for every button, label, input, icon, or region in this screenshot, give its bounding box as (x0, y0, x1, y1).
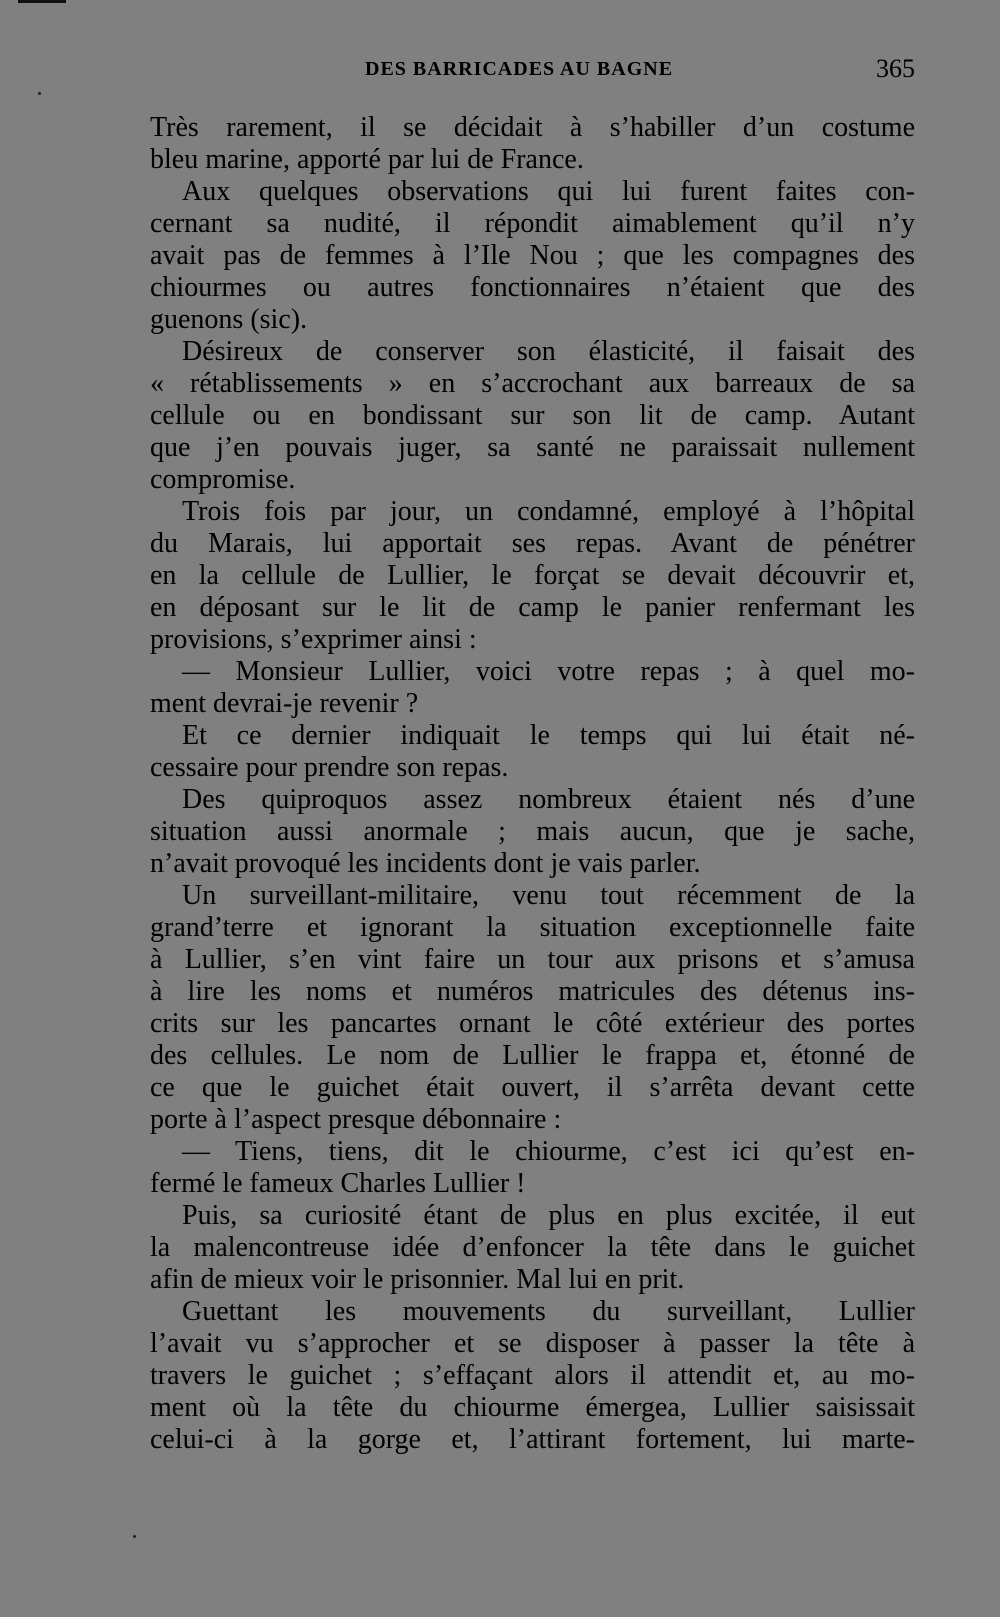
text-line: en la cellule de Lullier, le forçat se devait découvrir et, (150, 560, 915, 591)
text-line: en déposant sur le lit de camp le panier renfermant les (150, 592, 915, 623)
text-line: provisions, s’exprimer ainsi : (150, 624, 477, 655)
text-line: ment où la tête du chiourme émergea, Lullier saisissait (150, 1392, 915, 1423)
text-line: — Tiens, tiens, dit le chiourme, c’est ici qu’est en- (182, 1136, 915, 1167)
text-line: du Marais, lui apportait ses repas. Avant de pénétrer (150, 528, 915, 559)
text-line: Puis, sa curiosité étant de plus en plus excitée, il eut (182, 1200, 915, 1231)
text-line: cessaire pour prendre son repas. (150, 752, 509, 783)
text-line: Très rarement, il se décidait à s’habiller d’un costume (150, 112, 915, 143)
text-line: la malencontreuse idée d’enfoncer la tête dans le guichet (150, 1232, 915, 1263)
text-line: Un surveillant-militaire, venu tout récemment de la (182, 880, 915, 911)
text-line: Des quiproquos assez nombreux étaient nés d’une (182, 784, 915, 815)
text-line: cellule ou en bondissant sur son lit de camp. Autant (150, 400, 915, 431)
text-line: afin de mieux voir le prisonnier. Mal lui en prit. (150, 1264, 685, 1295)
text-line: ce que le guichet était ouvert, il s’arrêta devant cette (150, 1072, 915, 1103)
text-line: porte à l’aspect presque débonnaire : (150, 1104, 562, 1135)
text-line: n’avait provoqué les incidents dont je vais parler. (150, 848, 701, 879)
scan-speck (133, 1535, 136, 1538)
text-line: chiourmes ou autres fonctionnaires n’étaient que des (150, 272, 915, 303)
text-line: celui-ci à la gorge et, l’attirant fortement, lui marte- (150, 1424, 915, 1455)
text-line: des cellules. Le nom de Lullier le frappa et, étonné de (150, 1040, 915, 1071)
text-line: Guettant les mouvements du surveillant, Lullier (182, 1296, 915, 1327)
text-line: bleu marine, apporté par lui de France. (150, 144, 584, 175)
text-line: Aux quelques observations qui lui furent faites con- (182, 176, 915, 207)
scan-edge-mark (18, 0, 66, 3)
text-line: avait pas de femmes à l’Ile Nou ; que les compagnes des (150, 240, 915, 271)
text-line: à Lullier, s’en vint faire un tour aux prisons et s’amusa (150, 944, 915, 975)
text-line: l’avait vu s’approcher et se disposer à passer la tête à (150, 1328, 915, 1359)
text-line: travers le guichet ; s’effaçant alors il attendit et, au mo- (150, 1360, 915, 1391)
text-line: grand’terre et ignorant la situation exceptionnelle faite (150, 912, 915, 943)
text-line: crits sur les pancartes ornant le côté extérieur des portes (150, 1008, 915, 1039)
text-line: cernant sa nudité, il répondit aimablement qu’il n’y (150, 208, 915, 239)
text-line: guenons (sic). (150, 304, 308, 335)
body-text (150, 112, 915, 1456)
page-number: 365 (876, 54, 915, 83)
page-header (150, 54, 915, 88)
text-line: à lire les noms et numéros matricules des détenus ins- (150, 976, 915, 1007)
text-line: Trois fois par jour, un condamné, employé à l’hôpital (182, 496, 915, 527)
running-title: DES BARRICADES AU BAGNE (365, 58, 674, 80)
text-line: Et ce dernier indiquait le temps qui lui était né- (182, 720, 915, 751)
scan-speck (38, 92, 41, 95)
text-line: situation aussi anormale ; mais aucun, que je sache, (150, 816, 915, 847)
text-line: « rétablissements » en s’accrochant aux barreaux de sa (150, 368, 915, 399)
text-line: ment devrai-je revenir ? (150, 688, 419, 719)
text-line: Désireux de conserver son élasticité, il faisait des (182, 336, 915, 367)
text-line: — Monsieur Lullier, voici votre repas ; à quel mo- (182, 656, 915, 687)
text-line: que j’en pouvais juger, sa santé ne paraissait nullement (150, 432, 915, 463)
text-line: fermé le fameux Charles Lullier ! (150, 1168, 526, 1199)
text-line: compromise. (150, 464, 296, 495)
